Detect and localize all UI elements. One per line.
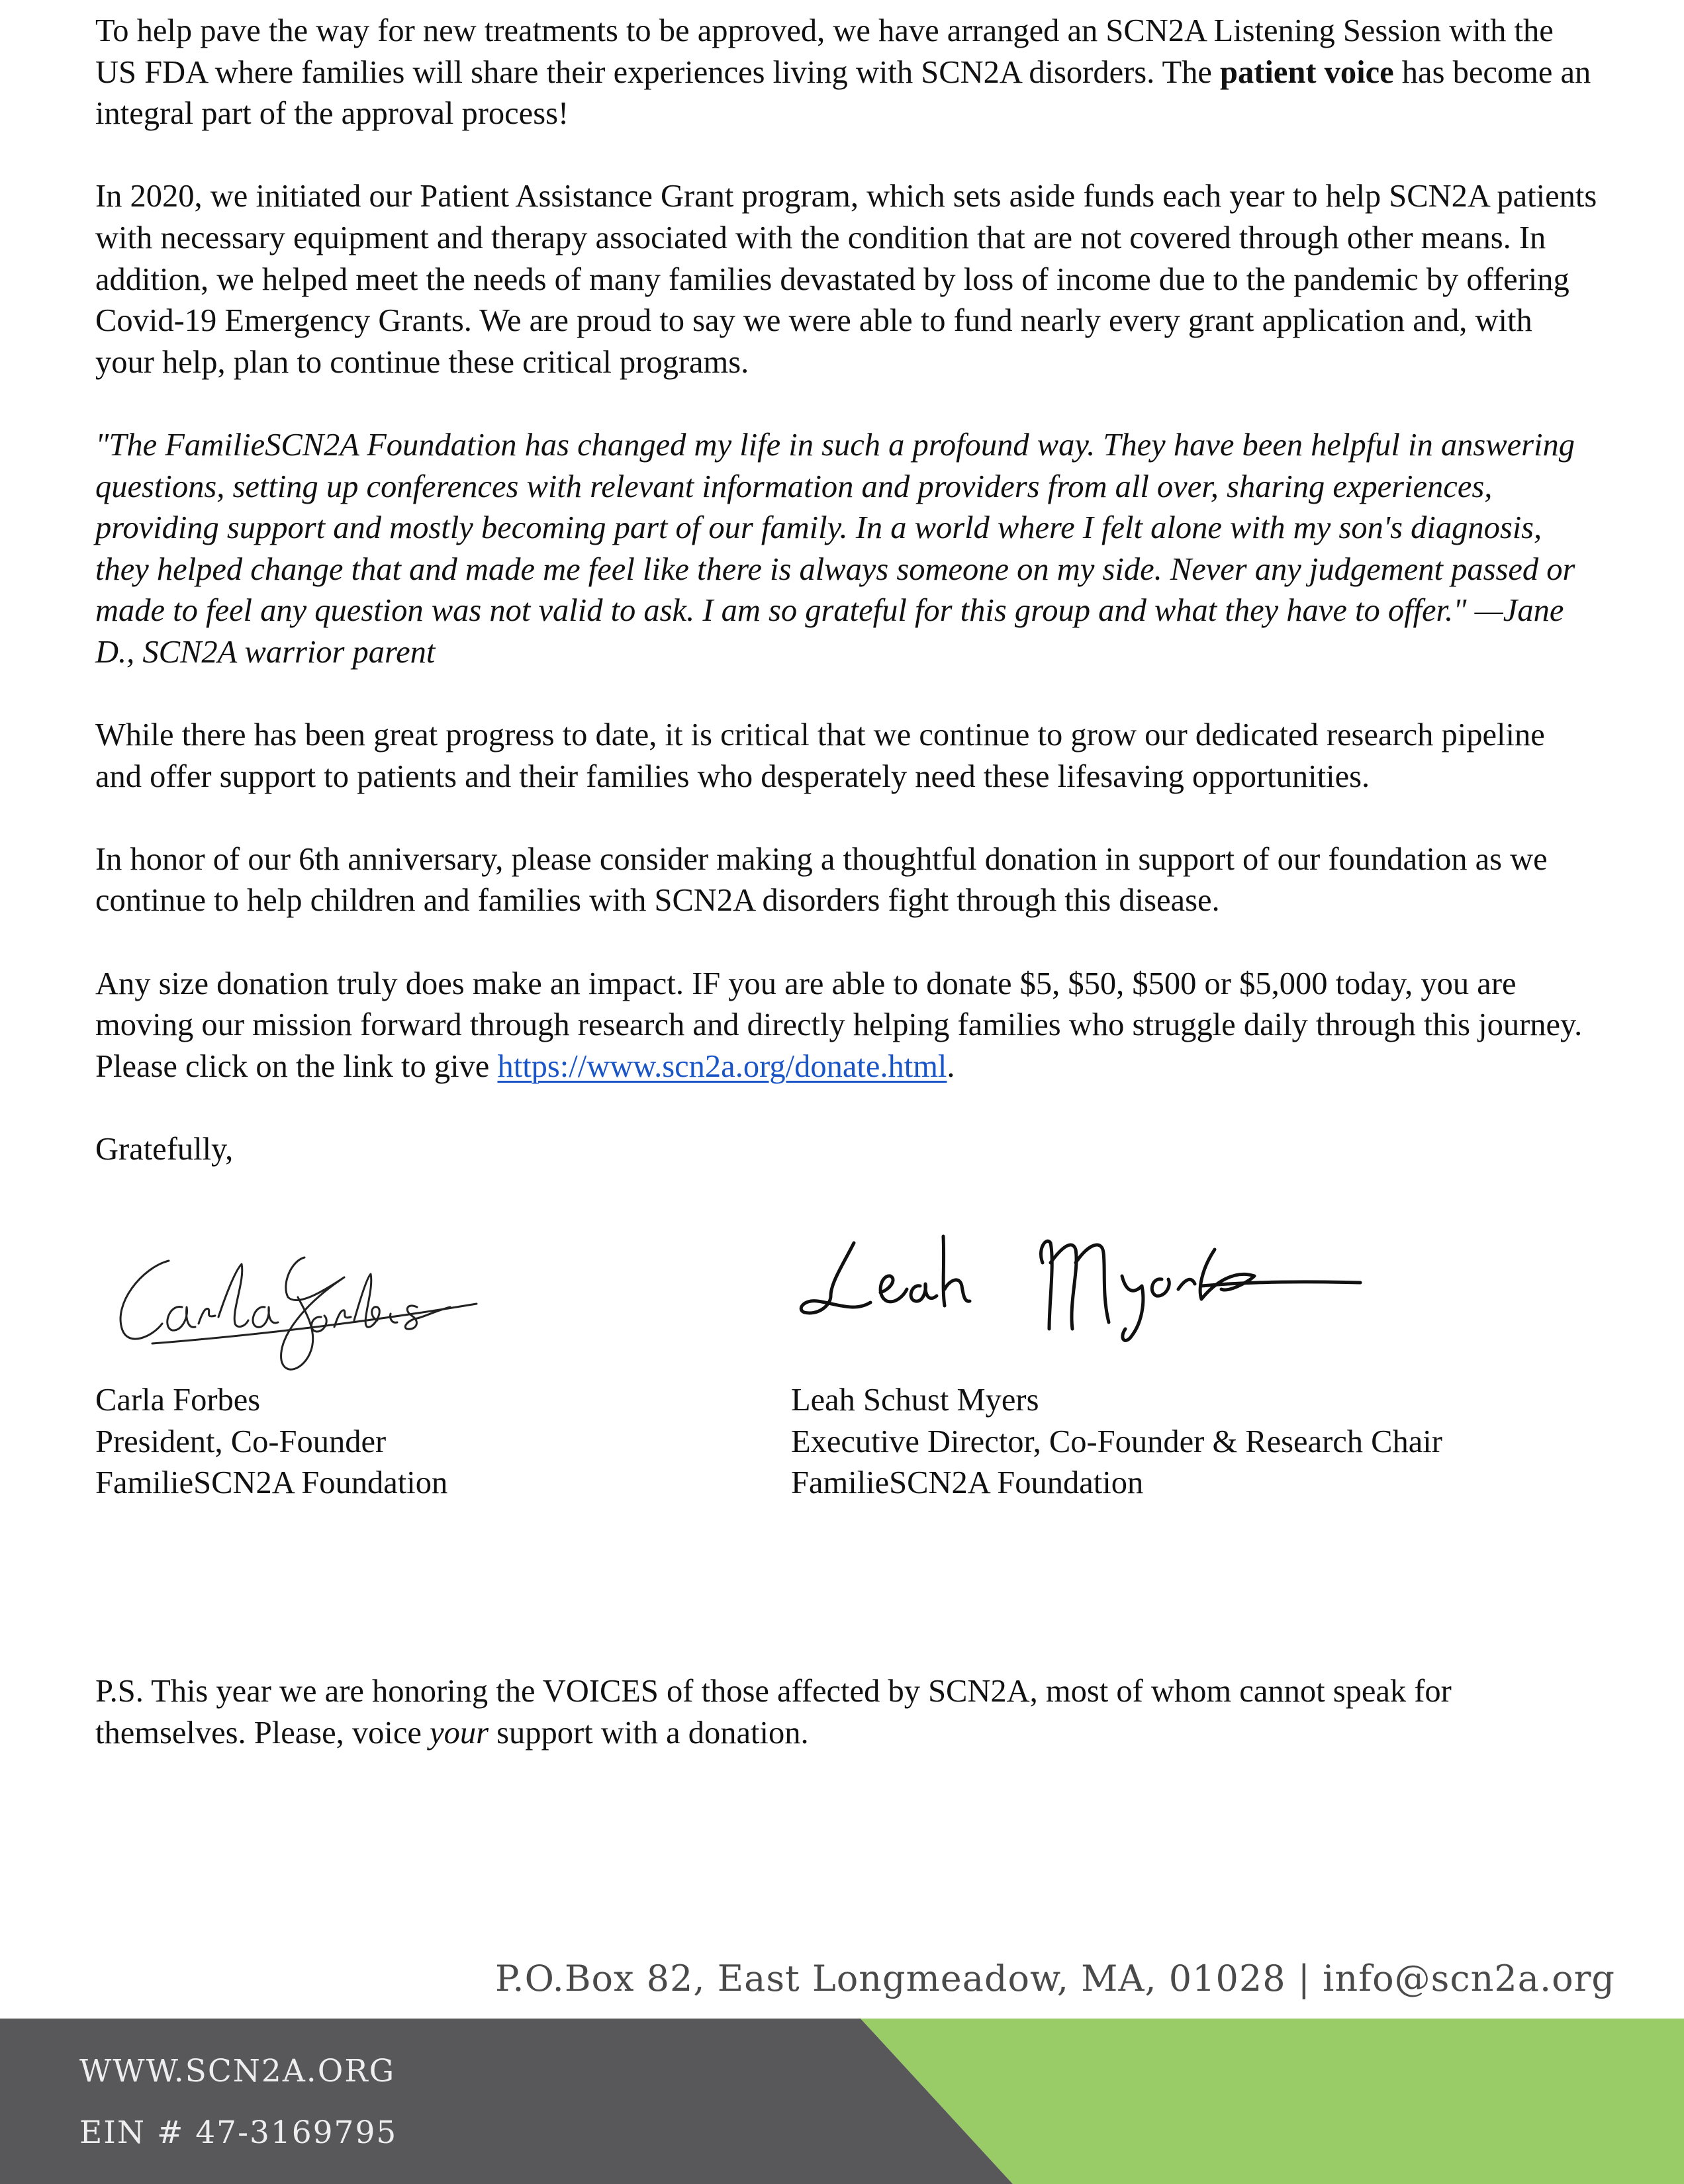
letter-body: [95, 11, 1598, 1171]
paragraph-fda-listening-session: [95, 11, 1598, 135]
footer-ein: EIN # 47-3169795: [79, 2115, 398, 2151]
signer-name: Leah Schust Myers: [791, 1383, 1039, 1418]
postscript-italic: your: [430, 1715, 489, 1751]
footer-dark-panel: [0, 2019, 1013, 2184]
paragraph-anniversary-appeal: In honor of our 6th anniversary, please consider making a thoughtful donation in support of our foundation as we continue to help children and families with SCN2A disorders fight through this disease.: [95, 841, 1548, 919]
signer-left: [95, 1380, 447, 1504]
postscript: [95, 1671, 1598, 1754]
closing-line: Gratefully,: [95, 1132, 234, 1167]
postscript-text: support with a donation.: [488, 1715, 809, 1751]
footer-website[interactable]: WWW.SCN2A.ORG: [79, 2053, 396, 2089]
paragraph-text: .: [947, 1048, 955, 1084]
paragraph-progress: While there has been great progress to date, it is critical that we continue to grow our dedicated research pipeline and offer support to patients and their families who desperately need these lifesaving opportunities.: [95, 717, 1545, 794]
footer-background: [0, 2019, 1684, 2184]
signer-title: President, Co-Founder: [95, 1424, 387, 1459]
donate-link[interactable]: https://www.scn2a.org/donate.html: [497, 1048, 947, 1084]
signer-name: Carla Forbes: [95, 1383, 261, 1418]
paragraph-text: To help pave the way for new treatments to be approved, we have arranged an SCN2A Listening Session with the US FDA where families will share their experiences living with SCN2A disorders. The: [95, 13, 1554, 90]
footer-band: [0, 2019, 1684, 2184]
paragraph-text: Any size donation truly does make an impact. IF you are able to donate $5, $50, $500 or $5,000 today, you are moving our mission forward through research and directly helping families who struggle daily through this journey. Please click on the link to give: [95, 966, 1583, 1084]
signer-organization: FamilieSCN2A Foundation: [95, 1465, 448, 1501]
signer-right: [791, 1380, 1442, 1504]
signature-leah-myers: [791, 1223, 1387, 1355]
paragraph-text: has become an integral part of the approval process!: [95, 54, 1591, 132]
testimonial-quote: "The FamilieSCN2A Foundation has changed my life in such a profound way. They have been helpful in answering questions, setting up conferences with relevant information and providers from all over, sharing experiences, providing support and mostly becoming part of our family. In a world where I felt alone with my son's diagnosis, they helped change that and made me feel like there is always someone on my side. Never any judgement passed or made to feel any question was not valid to ask. I am so grateful for this group and what they have to offer." —Jane D., SCN2A warrior parent: [95, 427, 1575, 670]
signature-carla-forbes: [106, 1244, 496, 1383]
footer-address: P.O.Box 82, East Longmeadow, MA, 01028 | info@scn2a.org: [495, 1958, 1615, 1999]
bold-phrase: patient voice: [1220, 54, 1394, 90]
signer-organization: FamilieSCN2A Foundation: [791, 1465, 1144, 1501]
signer-title: Executive Director, Co-Founder & Research Chair: [791, 1424, 1442, 1459]
paragraph-donation-impact: [95, 964, 1598, 1088]
paragraph-grant-program: In 2020, we initiated our Patient Assistance Grant program, which sets aside funds each year to help SCN2A patients with necessary equipment and therapy associated with the condition that are not covered through other means. In addition, we helped meet the needs of many families devastated by loss of income due to the pandemic by offering Covid-19 Emergency Grants. We are proud to say we were able to fund nearly every grant application and, with your help, plan to continue these critical programs.: [95, 179, 1597, 380]
postscript-text: P.S. This year we are honoring the VOICES of those affected by SCN2A, most of whom cannot speak for themselves. Please, voice: [95, 1674, 1452, 1751]
